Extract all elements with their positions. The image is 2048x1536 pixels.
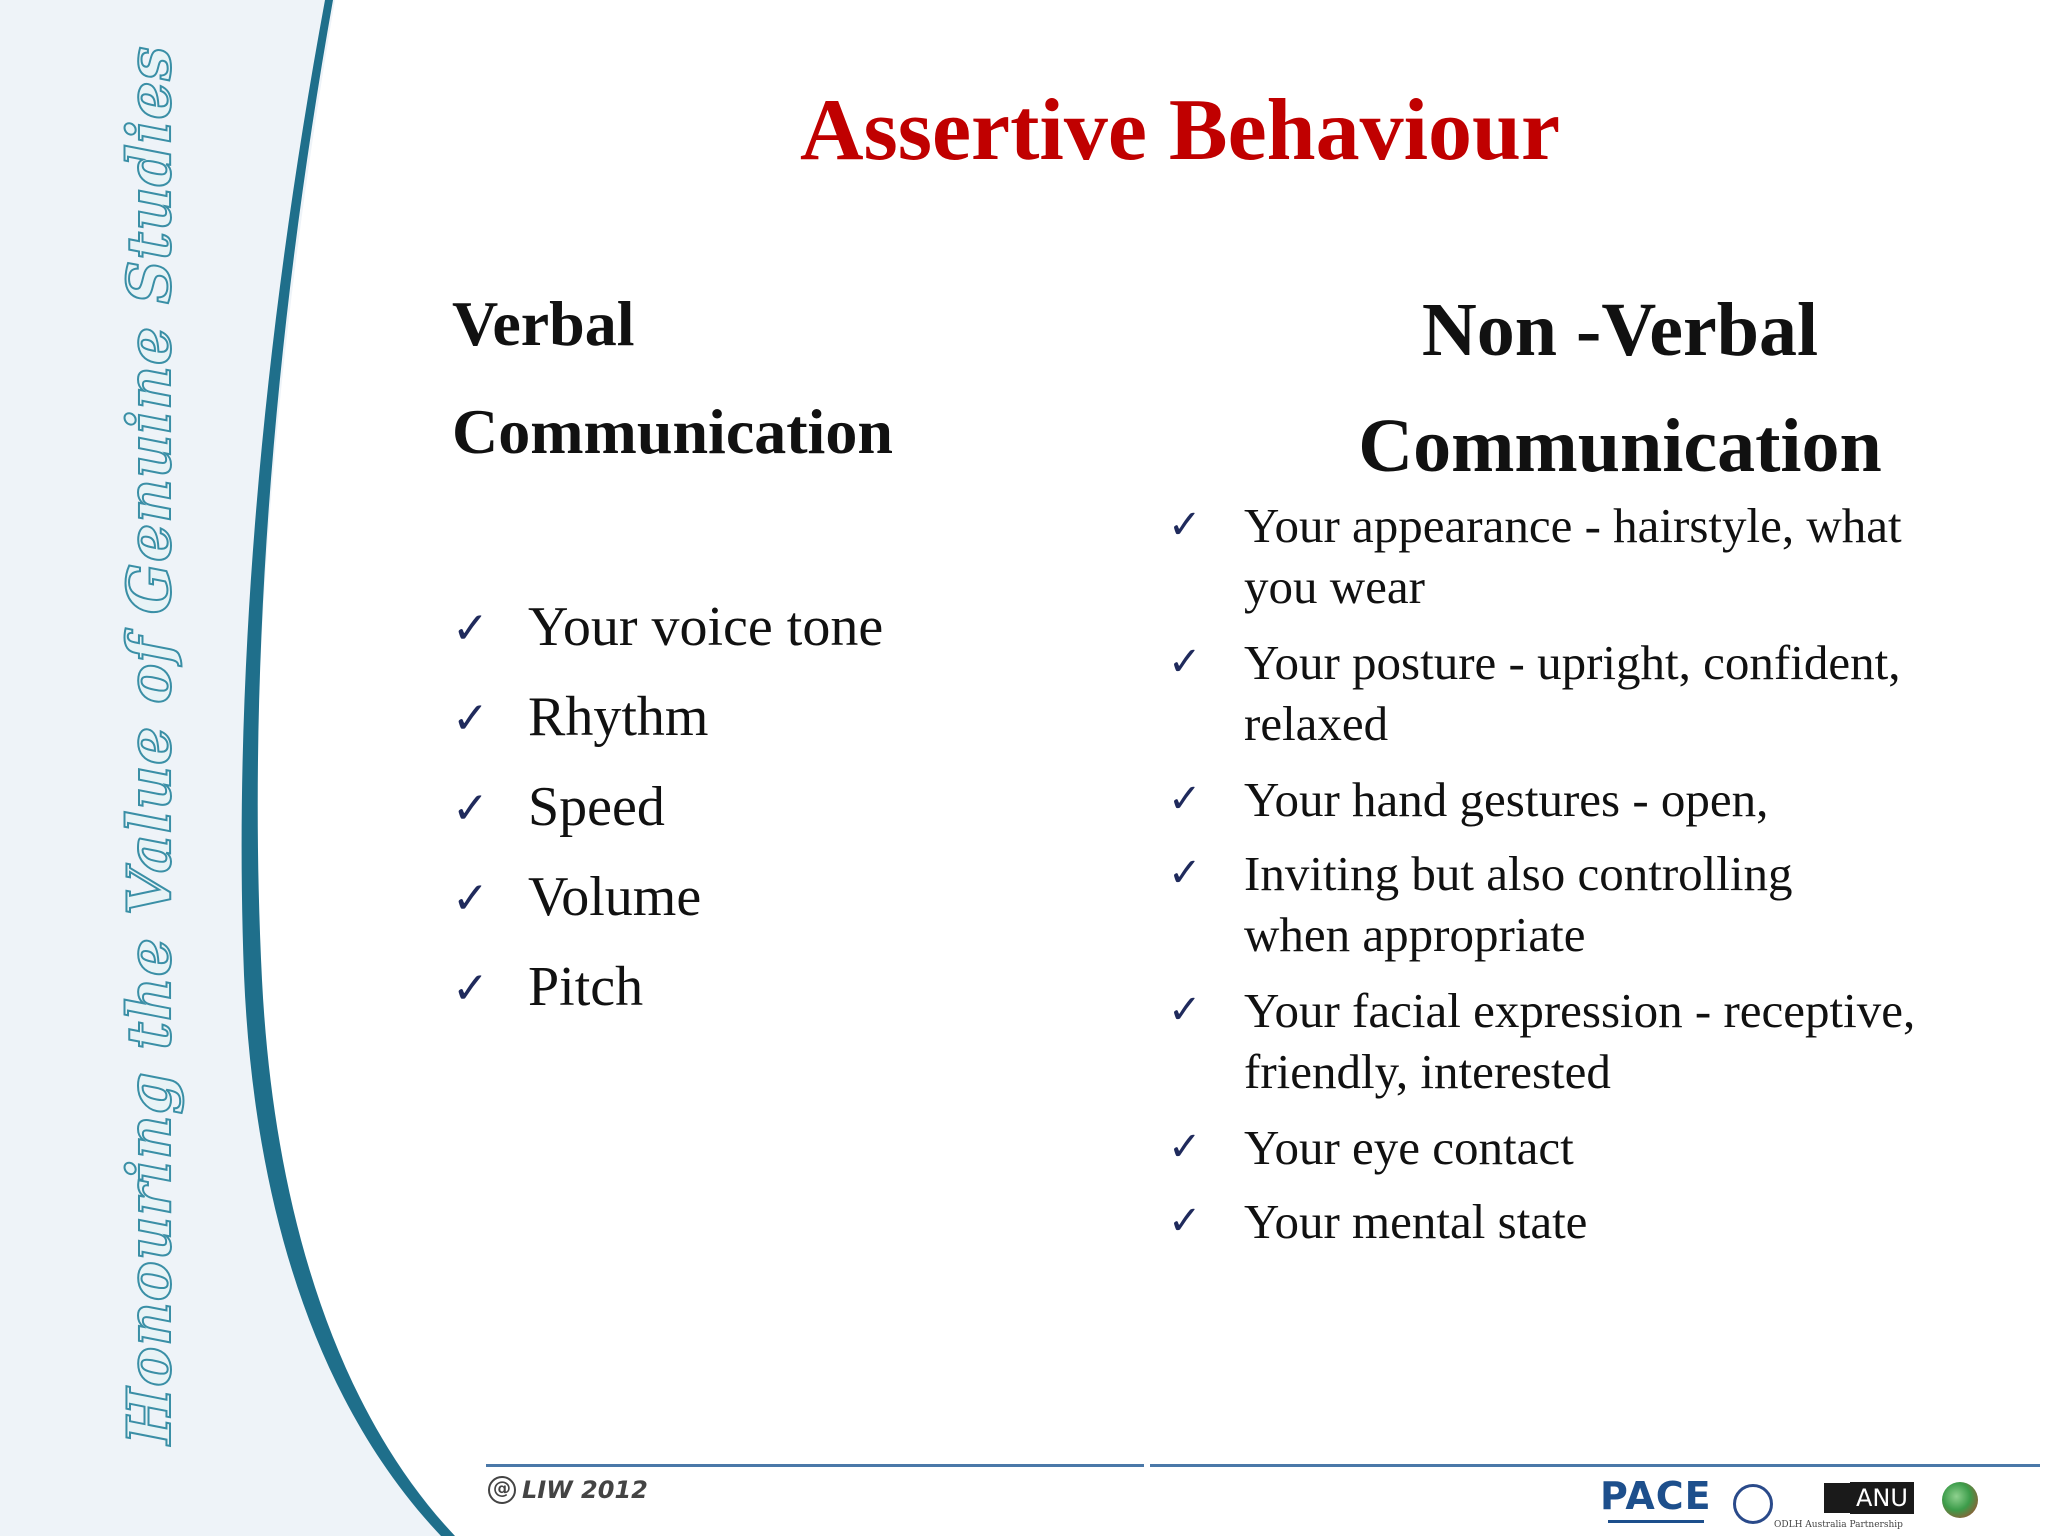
anu-logo [1824,1482,1914,1514]
list-item [1168,632,2048,769]
pace-logo-text: PACE [1600,1474,1712,1518]
pace-logo-bar [1608,1520,1704,1523]
list-item [1168,769,2048,843]
list-item-text: Your appearance - hairstyle, what you wear [1244,498,1902,614]
globe-logo-icon [1942,1482,1978,1518]
list-item [1168,980,2048,1117]
list-item [452,775,883,865]
list-item-text: Volume [528,866,702,928]
side-banner-text: Honouring the Value of Genuine Studies [115,45,185,1445]
nonverbal-list [1168,495,2048,1265]
footer-event-label [488,1476,648,1504]
checkmark-icon: ✓ [1168,776,1202,822]
checkmark-icon: ✓ [1168,850,1202,896]
list-item [452,955,883,1045]
checkmark-icon: ✓ [452,783,489,834]
checkmark-icon: ✓ [1168,1124,1202,1170]
anu-logo-text: ANU [1850,1482,1914,1514]
nonverbal-heading: Non -Verbal Communication [1358,288,1882,488]
checkmark-icon: ✓ [1168,639,1202,685]
list-item [452,865,883,955]
list-item [1168,843,2048,980]
checkmark-icon: ✓ [1168,987,1202,1033]
at-icon: @ [488,1476,516,1504]
footer-divider-right [1150,1464,2040,1467]
verbal-list [452,595,883,1045]
partner-circle-logo [1733,1484,1773,1524]
list-item-text: Your mental state [1244,1194,1588,1249]
footer-divider-left [486,1464,1144,1467]
list-item [1168,495,2048,632]
list-item-text: Your hand gestures - open, [1244,772,1769,827]
list-item-text: Your voice tone [528,596,884,658]
checkmark-icon: ✓ [452,693,489,744]
list-item-text: Inviting but also controlling when appropriate [1244,846,1793,962]
list-item-text: Rhythm [528,686,709,748]
checkmark-icon: ✓ [452,963,489,1014]
anu-crest-icon [1824,1483,1850,1513]
list-item-text: Pitch [528,956,644,1018]
list-item-text: Your posture - upright, confident, relaxed [1244,635,1901,751]
slide-title: Assertive Behaviour [799,82,1561,179]
pace-logo [1600,1474,1712,1523]
checkmark-icon: ✓ [452,873,489,924]
list-item [1168,1117,2048,1191]
partnership-caption: ODLH Australia Partnership [1774,1520,1903,1530]
side-decoration-band [0,0,460,1536]
list-item [452,685,883,775]
event-name: LIW 2012 [522,1476,648,1504]
checkmark-icon: ✓ [452,603,489,654]
list-item-text: Your facial expression - receptive, friendly, interested [1244,983,1916,1099]
checkmark-icon: ✓ [1168,502,1202,548]
list-item-text: Your eye contact [1244,1120,1574,1175]
checkmark-icon: ✓ [1168,1198,1202,1244]
list-item [1168,1191,2048,1265]
list-item [452,595,883,685]
verbal-heading: Verbal Communication [452,288,893,467]
list-item-text: Speed [528,776,665,838]
